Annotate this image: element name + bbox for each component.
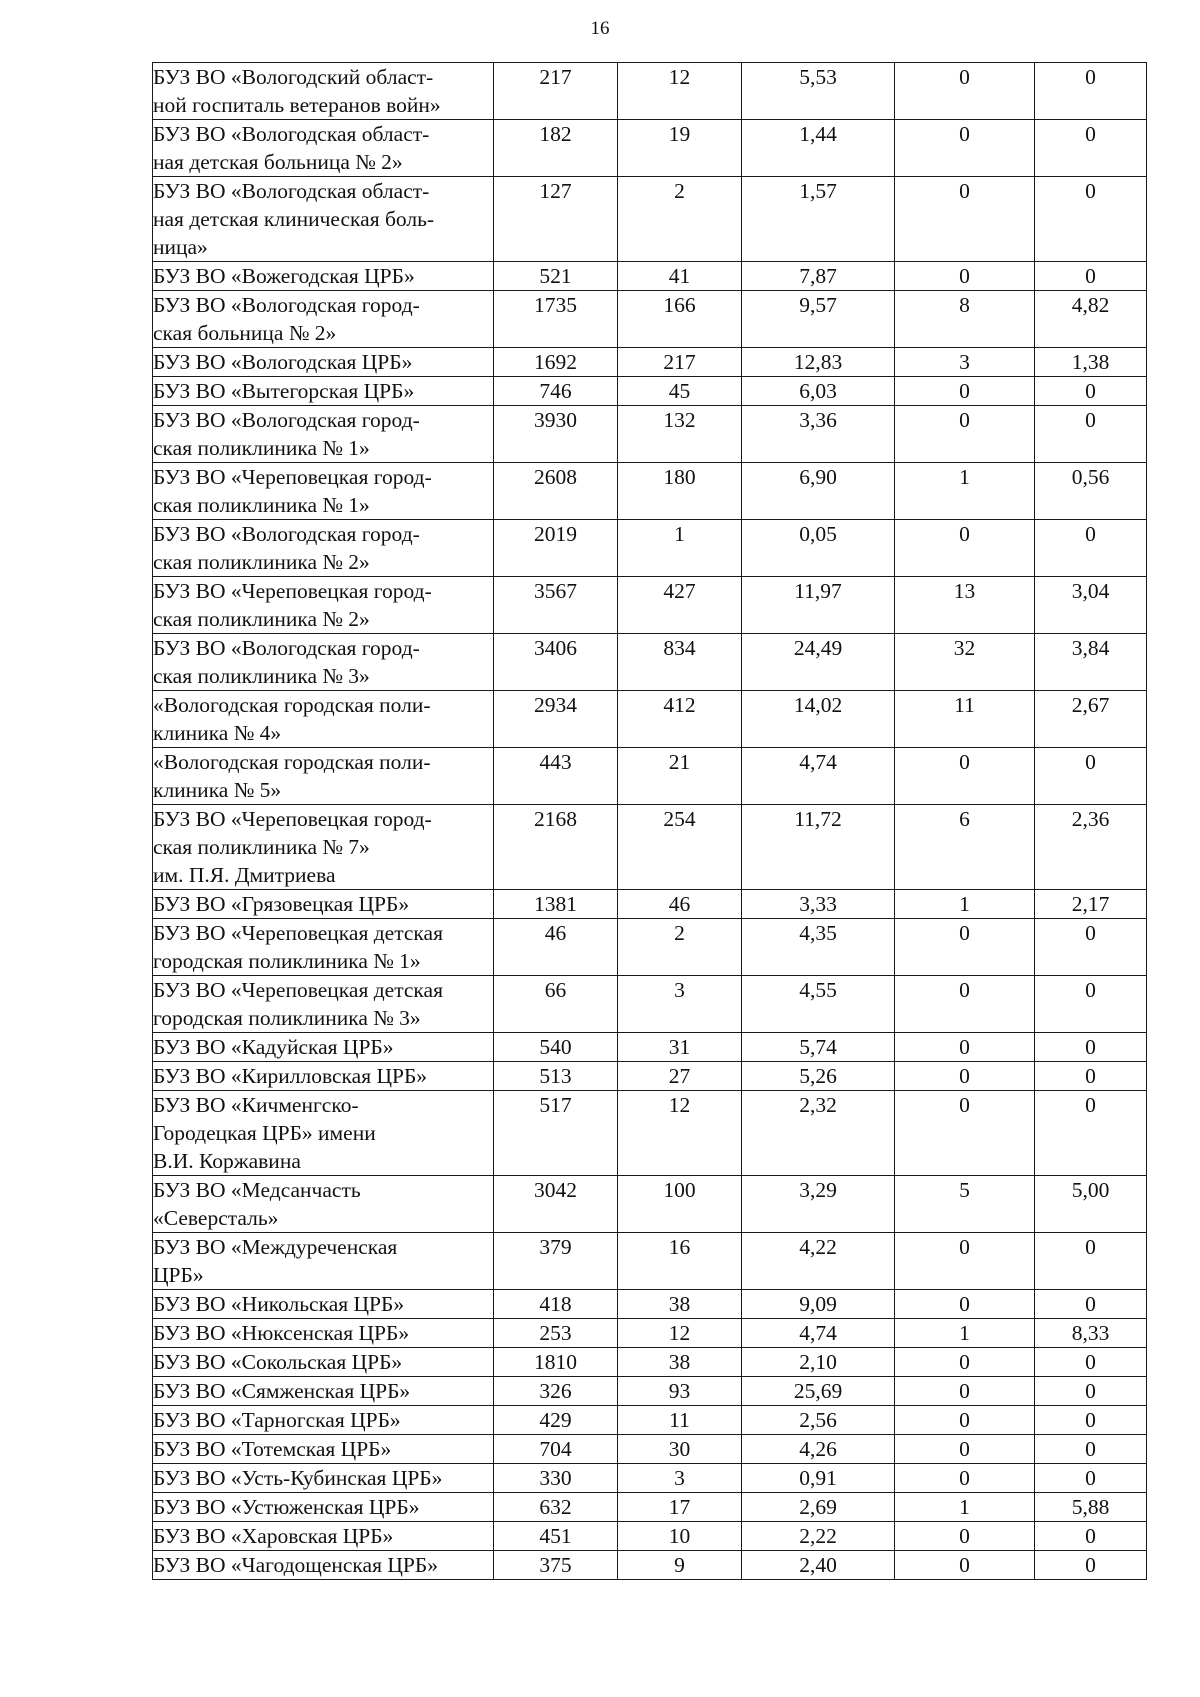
value-cell-col2: 12 xyxy=(618,1319,742,1348)
value-cell-col4: 1 xyxy=(895,1493,1035,1522)
value-cell-col5: 3,84 xyxy=(1035,634,1147,691)
value-cell-col5: 0 xyxy=(1035,1464,1147,1493)
value-cell-col4: 3 xyxy=(895,348,1035,377)
value-cell-col2: 41 xyxy=(618,262,742,291)
value-cell-col5: 2,17 xyxy=(1035,890,1147,919)
table-row xyxy=(153,890,1147,919)
institution-name-cell xyxy=(153,63,494,120)
value-cell-col4: 0 xyxy=(895,1435,1035,1464)
value-cell-col3: 0,91 xyxy=(742,1464,895,1493)
institution-name-line: клиника № 5» xyxy=(153,778,282,802)
value-cell-col5: 0 xyxy=(1035,1551,1147,1580)
institution-name-line: БУЗ ВО «Сямженская ЦРБ» xyxy=(153,1379,411,1403)
institution-name-cell xyxy=(153,1033,494,1062)
value-cell-col1: 182 xyxy=(494,120,618,177)
institution-name-line: «Вологодская городская поли- xyxy=(153,750,431,774)
table-row xyxy=(153,1290,1147,1319)
value-cell-col5: 0 xyxy=(1035,262,1147,291)
institution-name-cell xyxy=(153,377,494,406)
table-row xyxy=(153,63,1147,120)
institution-name-line: БУЗ ВО «Вологодская город- xyxy=(153,636,420,660)
table-row xyxy=(153,1233,1147,1290)
institution-name-line: БУЗ ВО «Вологодская област- xyxy=(153,122,430,146)
institution-name-line: ная детская больница № 2» xyxy=(153,150,403,174)
table-row xyxy=(153,1464,1147,1493)
value-cell-col5: 2,36 xyxy=(1035,805,1147,890)
value-cell-col4: 0 xyxy=(895,1062,1035,1091)
institution-name-line: ская поликлиника № 1» xyxy=(153,493,370,517)
institution-name-line: «Северсталь» xyxy=(153,1206,279,1230)
value-cell-col2: 17 xyxy=(618,1493,742,1522)
institution-name-line: городская поликлиника № 1» xyxy=(153,949,421,973)
value-cell-col1: 217 xyxy=(494,63,618,120)
value-cell-col4: 6 xyxy=(895,805,1035,890)
value-cell-col2: 2 xyxy=(618,177,742,262)
value-cell-col3: 11,72 xyxy=(742,805,895,890)
value-cell-col3: 25,69 xyxy=(742,1377,895,1406)
value-cell-col5: 0 xyxy=(1035,63,1147,120)
value-cell-col3: 3,33 xyxy=(742,890,895,919)
value-cell-col3: 4,26 xyxy=(742,1435,895,1464)
institution-name-cell xyxy=(153,691,494,748)
value-cell-col2: 93 xyxy=(618,1377,742,1406)
value-cell-col2: 2 xyxy=(618,919,742,976)
institution-name-line: БУЗ ВО «Кирилловская ЦРБ» xyxy=(153,1064,428,1088)
value-cell-col1: 3406 xyxy=(494,634,618,691)
institution-name-cell xyxy=(153,520,494,577)
value-cell-col1: 3567 xyxy=(494,577,618,634)
institution-name-cell xyxy=(153,1091,494,1176)
value-cell-col3: 2,10 xyxy=(742,1348,895,1377)
institution-name-line: городская поликлиника № 3» xyxy=(153,1006,421,1030)
value-cell-col2: 412 xyxy=(618,691,742,748)
value-cell-col4: 1 xyxy=(895,1319,1035,1348)
value-cell-col3: 0,05 xyxy=(742,520,895,577)
institution-name-line: БУЗ ВО «Вологодская город- xyxy=(153,293,420,317)
value-cell-col2: 9 xyxy=(618,1551,742,1580)
table-row xyxy=(153,1406,1147,1435)
value-cell-col1: 46 xyxy=(494,919,618,976)
value-cell-col2: 11 xyxy=(618,1406,742,1435)
value-cell-col1: 253 xyxy=(494,1319,618,1348)
institution-name-line: клиника № 4» xyxy=(153,721,282,745)
institution-name-line: ская поликлиника № 3» xyxy=(153,664,370,688)
institution-name-line: БУЗ ВО «Вологодский област- xyxy=(153,65,434,89)
value-cell-col3: 5,74 xyxy=(742,1033,895,1062)
value-cell-col5: 1,38 xyxy=(1035,348,1147,377)
value-cell-col2: 10 xyxy=(618,1522,742,1551)
institution-name-line: БУЗ ВО «Вологодская город- xyxy=(153,522,420,546)
value-cell-col3: 4,74 xyxy=(742,748,895,805)
institution-name-cell xyxy=(153,1319,494,1348)
value-cell-col4: 0 xyxy=(895,520,1035,577)
value-cell-col1: 540 xyxy=(494,1033,618,1062)
institution-name-line: ной госпиталь ветеранов войн» xyxy=(153,93,441,117)
value-cell-col4: 0 xyxy=(895,919,1035,976)
table-row xyxy=(153,348,1147,377)
institution-name-line: БУЗ ВО «Тарногская ЦРБ» xyxy=(153,1408,401,1432)
institution-name-line: Городецкая ЦРБ» имени xyxy=(153,1121,376,1145)
institution-name-line: БУЗ ВО «Устюженская ЦРБ» xyxy=(153,1495,420,1519)
institution-name-cell xyxy=(153,1464,494,1493)
value-cell-col3: 2,32 xyxy=(742,1091,895,1176)
page-number: 16 xyxy=(590,18,610,39)
institution-name-line: БУЗ ВО «Сокольская ЦРБ» xyxy=(153,1350,403,1374)
institution-name-line: БУЗ ВО «Кичменгско- xyxy=(153,1093,359,1117)
institution-name-cell xyxy=(153,976,494,1033)
value-cell-col3: 3,29 xyxy=(742,1176,895,1233)
value-cell-col4: 0 xyxy=(895,262,1035,291)
value-cell-col5: 0 xyxy=(1035,1435,1147,1464)
table-row xyxy=(153,520,1147,577)
value-cell-col3: 9,57 xyxy=(742,291,895,348)
value-cell-col4: 5 xyxy=(895,1176,1035,1233)
value-cell-col5: 0 xyxy=(1035,1522,1147,1551)
institution-name-line: ская больница № 2» xyxy=(153,321,337,345)
institution-name-line: БУЗ ВО «Вологодская ЦРБ» xyxy=(153,350,413,374)
value-cell-col1: 632 xyxy=(494,1493,618,1522)
table-row xyxy=(153,1091,1147,1176)
table-row xyxy=(153,634,1147,691)
value-cell-col5: 4,82 xyxy=(1035,291,1147,348)
institution-name-line: БУЗ ВО «Чагодощенская ЦРБ» xyxy=(153,1553,438,1577)
value-cell-col2: 46 xyxy=(618,890,742,919)
institution-name-cell xyxy=(153,1406,494,1435)
institution-name-line: им. П.Я. Дмитриева xyxy=(153,863,336,887)
value-cell-col1: 517 xyxy=(494,1091,618,1176)
value-cell-col4: 0 xyxy=(895,1551,1035,1580)
value-cell-col4: 0 xyxy=(895,1406,1035,1435)
table-row xyxy=(153,1522,1147,1551)
institution-name-cell xyxy=(153,463,494,520)
value-cell-col3: 14,02 xyxy=(742,691,895,748)
value-cell-col2: 27 xyxy=(618,1062,742,1091)
value-cell-col2: 16 xyxy=(618,1233,742,1290)
value-cell-col5: 0 xyxy=(1035,1377,1147,1406)
value-cell-col1: 1692 xyxy=(494,348,618,377)
value-cell-col3: 9,09 xyxy=(742,1290,895,1319)
value-cell-col4: 0 xyxy=(895,748,1035,805)
institution-name-line: БУЗ ВО «Харовская ЦРБ» xyxy=(153,1524,394,1548)
value-cell-col2: 100 xyxy=(618,1176,742,1233)
table-row xyxy=(153,976,1147,1033)
institution-name-line: В.И. Коржавина xyxy=(153,1149,301,1173)
value-cell-col1: 66 xyxy=(494,976,618,1033)
value-cell-col1: 2168 xyxy=(494,805,618,890)
value-cell-col4: 0 xyxy=(895,1033,1035,1062)
value-cell-col5: 0 xyxy=(1035,377,1147,406)
value-cell-col5: 0 xyxy=(1035,120,1147,177)
table-row xyxy=(153,377,1147,406)
value-cell-col1: 1381 xyxy=(494,890,618,919)
value-cell-col1: 1735 xyxy=(494,291,618,348)
institution-name-cell xyxy=(153,1348,494,1377)
institution-name-line: ская поликлиника № 1» xyxy=(153,436,370,460)
table-row xyxy=(153,1348,1147,1377)
value-cell-col5: 0 xyxy=(1035,1091,1147,1176)
institution-name-line: БУЗ ВО «Грязовецкая ЦРБ» xyxy=(153,892,410,916)
value-cell-col3: 4,74 xyxy=(742,1319,895,1348)
institution-name-line: «Вологодская городская поли- xyxy=(153,693,431,717)
institution-name-cell xyxy=(153,1522,494,1551)
value-cell-col3: 24,49 xyxy=(742,634,895,691)
value-cell-col1: 2934 xyxy=(494,691,618,748)
value-cell-col2: 217 xyxy=(618,348,742,377)
value-cell-col1: 704 xyxy=(494,1435,618,1464)
value-cell-col2: 427 xyxy=(618,577,742,634)
value-cell-col2: 834 xyxy=(618,634,742,691)
value-cell-col2: 180 xyxy=(618,463,742,520)
value-cell-col2: 19 xyxy=(618,120,742,177)
institution-name-cell xyxy=(153,1435,494,1464)
value-cell-col3: 1,57 xyxy=(742,177,895,262)
value-cell-col3: 7,87 xyxy=(742,262,895,291)
institution-name-line: ская поликлиника № 2» xyxy=(153,607,370,631)
value-cell-col5: 0 xyxy=(1035,177,1147,262)
institution-name-line: БУЗ ВО «Череповецкая город- xyxy=(153,465,432,489)
value-cell-col5: 3,04 xyxy=(1035,577,1147,634)
table-row xyxy=(153,1377,1147,1406)
table-row xyxy=(153,691,1147,748)
value-cell-col3: 6,90 xyxy=(742,463,895,520)
table-row xyxy=(153,577,1147,634)
table-body xyxy=(153,63,1147,1580)
value-cell-col1: 451 xyxy=(494,1522,618,1551)
value-cell-col5: 0 xyxy=(1035,1062,1147,1091)
value-cell-col4: 0 xyxy=(895,377,1035,406)
institution-name-line: БУЗ ВО «Кадуйская ЦРБ» xyxy=(153,1035,394,1059)
institution-name-cell xyxy=(153,262,494,291)
value-cell-col3: 6,03 xyxy=(742,377,895,406)
institution-name-cell xyxy=(153,177,494,262)
value-cell-col2: 38 xyxy=(618,1348,742,1377)
value-cell-col1: 746 xyxy=(494,377,618,406)
institution-name-line: БУЗ ВО «Вологодская город- xyxy=(153,408,420,432)
value-cell-col4: 13 xyxy=(895,577,1035,634)
value-cell-col2: 166 xyxy=(618,291,742,348)
value-cell-col1: 513 xyxy=(494,1062,618,1091)
institution-name-cell xyxy=(153,1233,494,1290)
table-row xyxy=(153,1319,1147,1348)
table-row xyxy=(153,406,1147,463)
institution-name-cell xyxy=(153,120,494,177)
value-cell-col1: 443 xyxy=(494,748,618,805)
table-row xyxy=(153,1551,1147,1580)
value-cell-col4: 0 xyxy=(895,406,1035,463)
institution-name-line: БУЗ ВО «Вожегодская ЦРБ» xyxy=(153,264,415,288)
table-row xyxy=(153,291,1147,348)
statistics-table xyxy=(152,62,1147,1580)
value-cell-col5: 0 xyxy=(1035,919,1147,976)
value-cell-col2: 31 xyxy=(618,1033,742,1062)
value-cell-col4: 0 xyxy=(895,1464,1035,1493)
value-cell-col4: 0 xyxy=(895,120,1035,177)
value-cell-col1: 2608 xyxy=(494,463,618,520)
value-cell-col1: 418 xyxy=(494,1290,618,1319)
value-cell-col4: 0 xyxy=(895,63,1035,120)
institution-name-line: ная детская клиническая боль- xyxy=(153,207,435,231)
value-cell-col1: 1810 xyxy=(494,1348,618,1377)
table-row xyxy=(153,748,1147,805)
institution-name-line: БУЗ ВО «Медсанчасть xyxy=(153,1178,361,1202)
institution-name-cell xyxy=(153,1493,494,1522)
institution-name-line: БУЗ ВО «Череповецкая детская xyxy=(153,978,443,1002)
institution-name-line: БУЗ ВО «Междуреченская xyxy=(153,1235,398,1259)
value-cell-col5: 0 xyxy=(1035,748,1147,805)
value-cell-col4: 8 xyxy=(895,291,1035,348)
value-cell-col5: 0 xyxy=(1035,1406,1147,1435)
institution-name-cell xyxy=(153,1377,494,1406)
value-cell-col3: 2,56 xyxy=(742,1406,895,1435)
value-cell-col4: 1 xyxy=(895,463,1035,520)
value-cell-col5: 8,33 xyxy=(1035,1319,1147,1348)
table-row xyxy=(153,177,1147,262)
value-cell-col5: 0 xyxy=(1035,1033,1147,1062)
institution-name-line: БУЗ ВО «Вологодская област- xyxy=(153,179,430,203)
value-cell-col4: 0 xyxy=(895,976,1035,1033)
table-row xyxy=(153,120,1147,177)
value-cell-col4: 0 xyxy=(895,1377,1035,1406)
institution-name-line: БУЗ ВО «Череповецкая город- xyxy=(153,579,432,603)
table-row xyxy=(153,262,1147,291)
institution-name-cell xyxy=(153,291,494,348)
table-row xyxy=(153,1435,1147,1464)
value-cell-col3: 5,26 xyxy=(742,1062,895,1091)
institution-name-cell xyxy=(153,348,494,377)
value-cell-col2: 30 xyxy=(618,1435,742,1464)
institution-name-line: БУЗ ВО «Нюксенская ЦРБ» xyxy=(153,1321,410,1345)
institution-name-cell xyxy=(153,1062,494,1091)
institution-name-line: ская поликлиника № 2» xyxy=(153,550,370,574)
value-cell-col5: 0 xyxy=(1035,1348,1147,1377)
value-cell-col2: 12 xyxy=(618,1091,742,1176)
institution-name-line: ница» xyxy=(153,235,208,259)
value-cell-col5: 0 xyxy=(1035,520,1147,577)
institution-name-line: БУЗ ВО «Вытегорская ЦРБ» xyxy=(153,379,415,403)
table-row xyxy=(153,1033,1147,1062)
institution-name-cell xyxy=(153,805,494,890)
table-row xyxy=(153,805,1147,890)
institution-name-cell xyxy=(153,890,494,919)
institution-name-cell xyxy=(153,919,494,976)
value-cell-col2: 3 xyxy=(618,1464,742,1493)
value-cell-col1: 330 xyxy=(494,1464,618,1493)
institution-name-cell xyxy=(153,1551,494,1580)
value-cell-col2: 132 xyxy=(618,406,742,463)
value-cell-col3: 2,69 xyxy=(742,1493,895,1522)
value-cell-col1: 326 xyxy=(494,1377,618,1406)
value-cell-col2: 12 xyxy=(618,63,742,120)
institution-name-cell xyxy=(153,406,494,463)
value-cell-col2: 1 xyxy=(618,520,742,577)
value-cell-col3: 12,83 xyxy=(742,348,895,377)
table-row xyxy=(153,463,1147,520)
value-cell-col3: 4,22 xyxy=(742,1233,895,1290)
value-cell-col3: 1,44 xyxy=(742,120,895,177)
value-cell-col3: 3,36 xyxy=(742,406,895,463)
institution-name-line: БУЗ ВО «Череповецкая детская xyxy=(153,921,443,945)
institution-name-line: БУЗ ВО «Усть-Кубинская ЦРБ» xyxy=(153,1466,443,1490)
institution-name-line: БУЗ ВО «Тотемская ЦРБ» xyxy=(153,1437,392,1461)
institution-name-cell xyxy=(153,1290,494,1319)
value-cell-col4: 0 xyxy=(895,1522,1035,1551)
value-cell-col2: 21 xyxy=(618,748,742,805)
value-cell-col1: 127 xyxy=(494,177,618,262)
value-cell-col4: 32 xyxy=(895,634,1035,691)
institution-name-line: БУЗ ВО «Никольская ЦРБ» xyxy=(153,1292,405,1316)
table-row xyxy=(153,1493,1147,1522)
institution-name-line: ЦРБ» xyxy=(153,1263,204,1287)
value-cell-col5: 0 xyxy=(1035,406,1147,463)
institution-name-line: БУЗ ВО «Череповецкая город- xyxy=(153,807,432,831)
value-cell-col1: 375 xyxy=(494,1551,618,1580)
institution-name-cell xyxy=(153,634,494,691)
value-cell-col2: 3 xyxy=(618,976,742,1033)
value-cell-col1: 2019 xyxy=(494,520,618,577)
value-cell-col3: 4,55 xyxy=(742,976,895,1033)
table-row xyxy=(153,1062,1147,1091)
table-row xyxy=(153,1176,1147,1233)
value-cell-col1: 3042 xyxy=(494,1176,618,1233)
institution-name-line: ская поликлиника № 7» xyxy=(153,835,370,859)
value-cell-col3: 2,40 xyxy=(742,1551,895,1580)
value-cell-col3: 4,35 xyxy=(742,919,895,976)
value-cell-col4: 0 xyxy=(895,1233,1035,1290)
value-cell-col3: 5,53 xyxy=(742,63,895,120)
value-cell-col4: 0 xyxy=(895,1348,1035,1377)
value-cell-col1: 521 xyxy=(494,262,618,291)
table-row xyxy=(153,919,1147,976)
value-cell-col2: 45 xyxy=(618,377,742,406)
value-cell-col3: 11,97 xyxy=(742,577,895,634)
value-cell-col5: 0 xyxy=(1035,976,1147,1033)
value-cell-col5: 5,00 xyxy=(1035,1176,1147,1233)
institution-name-cell xyxy=(153,577,494,634)
value-cell-col1: 3930 xyxy=(494,406,618,463)
value-cell-col4: 1 xyxy=(895,890,1035,919)
value-cell-col3: 2,22 xyxy=(742,1522,895,1551)
value-cell-col2: 38 xyxy=(618,1290,742,1319)
value-cell-col1: 429 xyxy=(494,1406,618,1435)
value-cell-col5: 5,88 xyxy=(1035,1493,1147,1522)
value-cell-col1: 379 xyxy=(494,1233,618,1290)
value-cell-col5: 2,67 xyxy=(1035,691,1147,748)
value-cell-col4: 0 xyxy=(895,1091,1035,1176)
value-cell-col4: 11 xyxy=(895,691,1035,748)
value-cell-col5: 0,56 xyxy=(1035,463,1147,520)
value-cell-col5: 0 xyxy=(1035,1233,1147,1290)
value-cell-col5: 0 xyxy=(1035,1290,1147,1319)
value-cell-col4: 0 xyxy=(895,1290,1035,1319)
institution-name-cell xyxy=(153,1176,494,1233)
institution-name-cell xyxy=(153,748,494,805)
value-cell-col4: 0 xyxy=(895,177,1035,262)
value-cell-col2: 254 xyxy=(618,805,742,890)
